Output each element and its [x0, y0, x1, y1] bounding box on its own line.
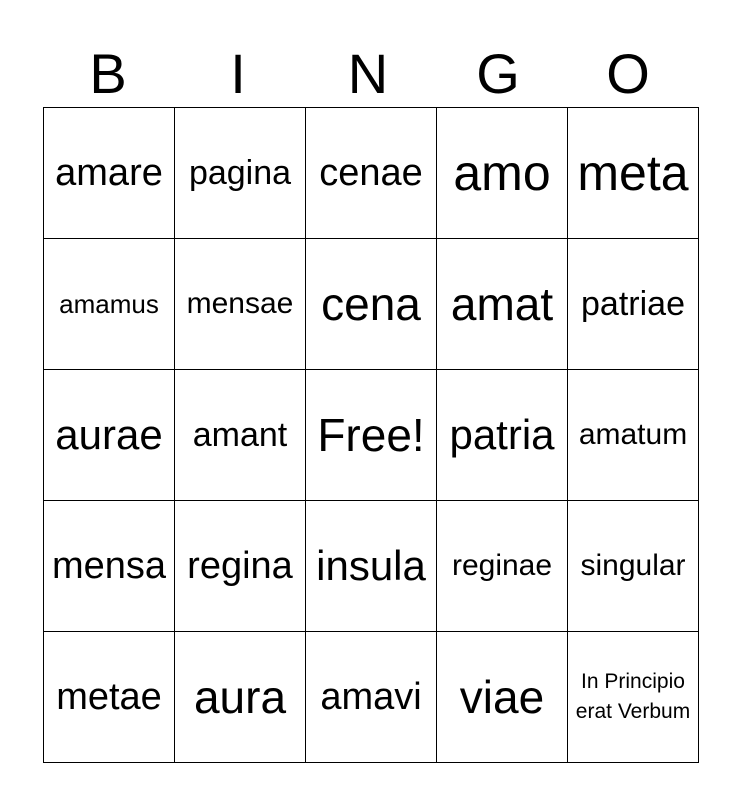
- bingo-cell[interactable]: aurae: [44, 370, 175, 501]
- bingo-cell[interactable]: singular: [568, 501, 699, 632]
- bingo-cell[interactable]: aura: [175, 632, 306, 763]
- free-space-cell[interactable]: Free!: [306, 370, 437, 501]
- header-letter-b: B: [89, 42, 127, 105]
- bingo-cell[interactable]: metae: [44, 632, 175, 763]
- bingo-cell[interactable]: amat: [437, 239, 568, 370]
- board-row: [44, 632, 699, 763]
- bingo-cell[interactable]: viae: [437, 632, 568, 763]
- bingo-cell[interactable]: patria: [437, 370, 568, 501]
- bingo-cell[interactable]: amatum: [568, 370, 699, 501]
- board-row: [44, 239, 699, 370]
- board-row: [44, 501, 699, 632]
- bingo-cell[interactable]: reginae: [437, 501, 568, 632]
- header-letter-o: O: [606, 42, 650, 105]
- bingo-cell[interactable]: amavi: [306, 632, 437, 763]
- bingo-cell[interactable]: meta: [568, 108, 699, 239]
- header-letter-n: N: [347, 42, 389, 105]
- bingo-cell[interactable]: In Principio erat Verbum: [568, 632, 699, 763]
- bingo-header: [43, 40, 693, 108]
- bingo-cell[interactable]: amo: [437, 108, 568, 239]
- bingo-cell[interactable]: amare: [44, 108, 175, 239]
- bingo-cell[interactable]: mensa: [44, 501, 175, 632]
- bingo-cell[interactable]: pagina: [175, 108, 306, 239]
- board-row: [44, 370, 699, 501]
- header-letter-g: G: [476, 42, 520, 105]
- bingo-cell[interactable]: mensae: [175, 239, 306, 370]
- bingo-board: [43, 107, 699, 763]
- bingo-cell[interactable]: insula: [306, 501, 437, 632]
- bingo-cell[interactable]: patriae: [568, 239, 699, 370]
- bingo-cell[interactable]: amant: [175, 370, 306, 501]
- bingo-cell[interactable]: cena: [306, 239, 437, 370]
- bingo-cell[interactable]: cenae: [306, 108, 437, 239]
- board-row: [44, 108, 699, 239]
- header-letter-i: I: [230, 42, 246, 105]
- bingo-cell[interactable]: amamus: [44, 239, 175, 370]
- bingo-cell[interactable]: regina: [175, 501, 306, 632]
